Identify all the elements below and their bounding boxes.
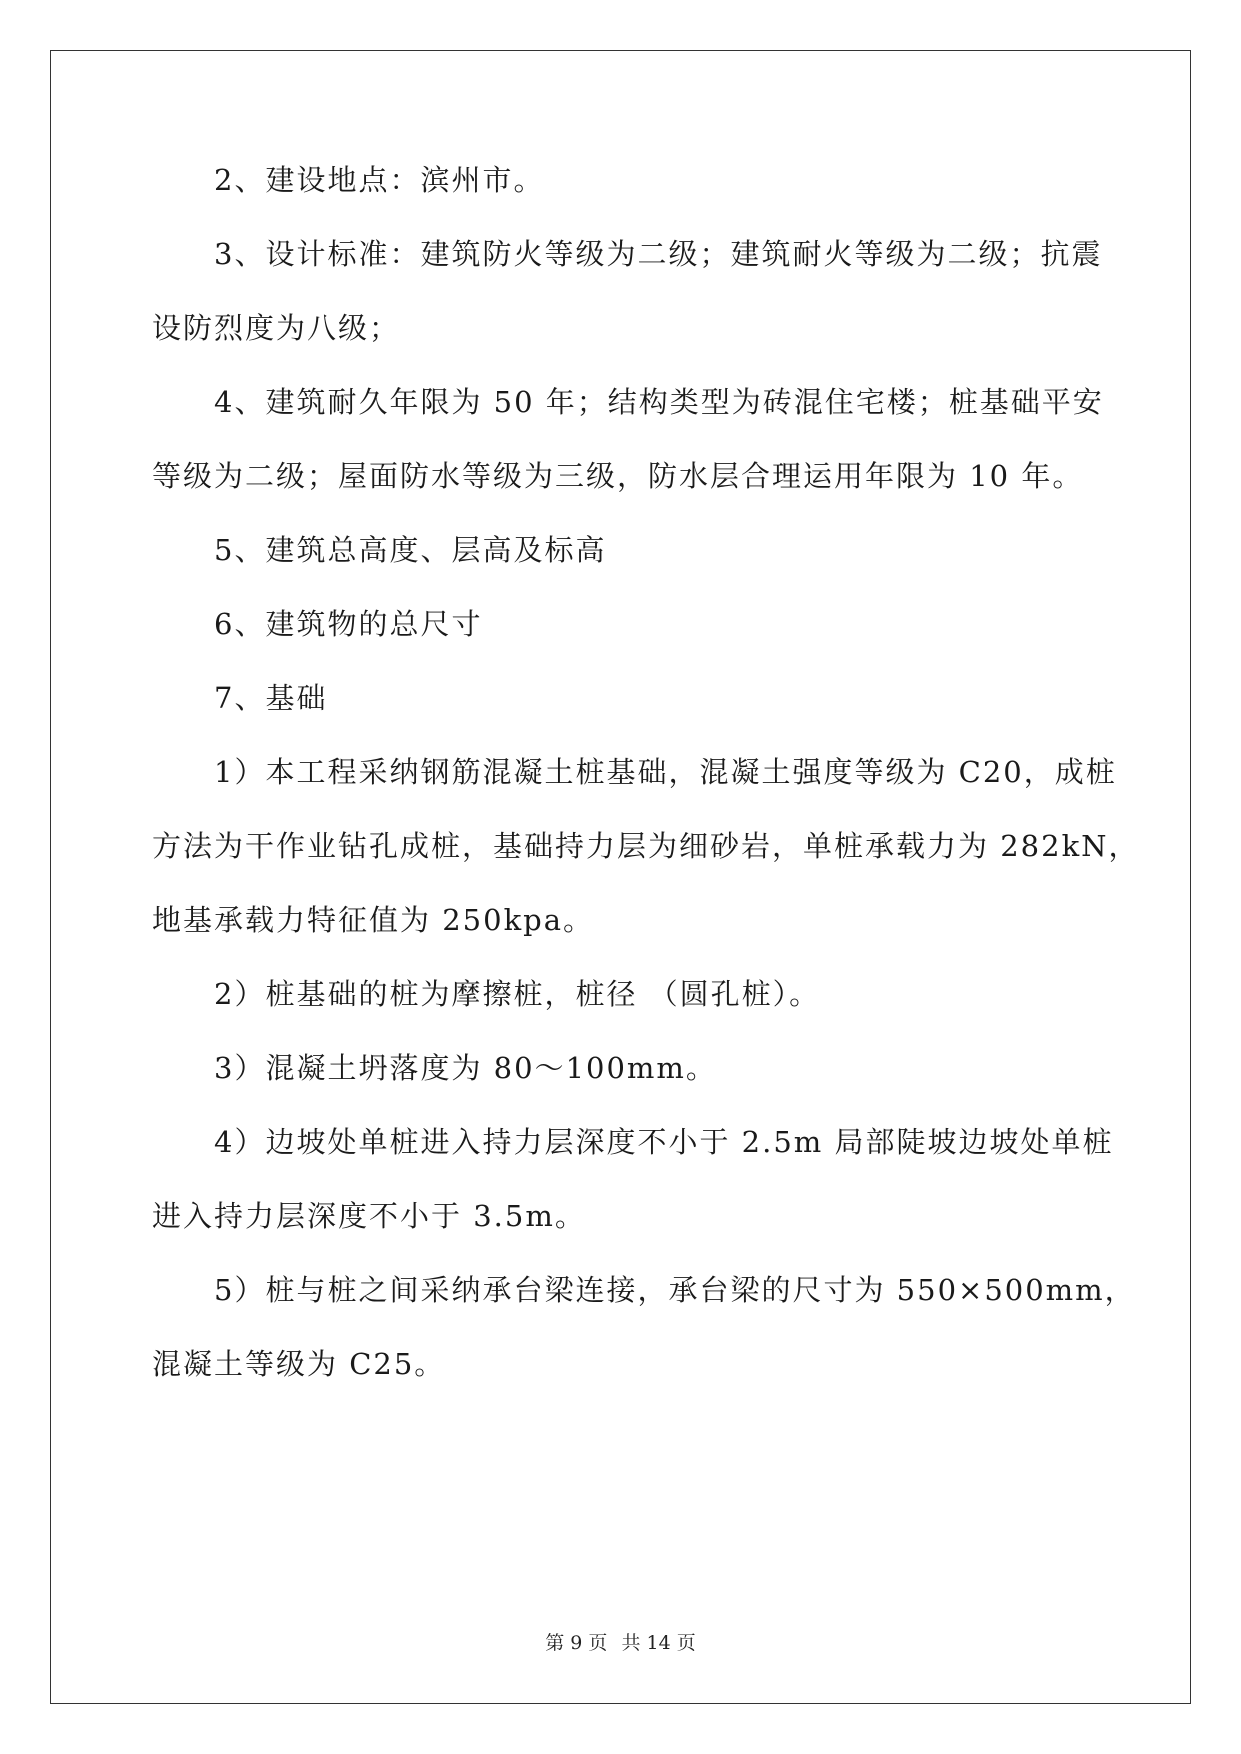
paragraph-3-line-2: 等级为二级；屋面防水等级为三级，防水层合理运用年限为 10 年。 (152, 459, 1084, 493)
paragraph-9-line-1: 3）混凝土坍落度为 80～100mm。 (214, 1051, 717, 1085)
paragraph-6-line-1: 7、基础 (214, 681, 328, 715)
paragraph-5-line-1: 6、建筑物的总尺寸 (214, 607, 483, 641)
paragraph-7-line-1: 1）本工程采纳钢筋混凝土桩基础，混凝土强度等级为 C20，成桩 (214, 755, 1117, 789)
paragraph-7-line-2: 方法为干作业钻孔成桩，基础持力层为细砂岩，单桩承载力为 282kN， (152, 829, 1140, 863)
paragraph-7-line-3: 地基承载力特征值为 250kpa。 (152, 903, 594, 937)
page-border (50, 50, 1191, 1704)
paragraph-10-line-1: 4）边坡处单桩进入持力层深度不小于 2.5m 局部陡坡边坡处单桩 (214, 1125, 1114, 1159)
paragraph-2-line-2: 设防烈度为八级； (152, 311, 401, 345)
paragraph-8-line-1: 2）桩基础的桩为摩擦桩，桩径 （圆孔桩）。 (214, 977, 821, 1011)
paragraph-10-line-2: 进入持力层深度不小于 3.5m。 (152, 1199, 586, 1233)
page-footer (0, 1628, 1241, 1655)
paragraph-11-line-2: 混凝土等级为 C25。 (152, 1347, 446, 1381)
paragraph-2-line-1: 3、设计标准：建筑防火等级为二级；建筑耐火等级为二级；抗震 (214, 237, 1103, 271)
paragraph-3-line-1: 4、建筑耐久年限为 50 年；结构类型为砖混住宅楼；桩基础平安 (214, 385, 1104, 419)
paragraph-11-line-1: 5）桩与桩之间采纳承台梁连接，承台梁的尺寸为 550×500mm， (214, 1273, 1136, 1307)
paragraph-1-line-1: 2、建设地点：滨州市。 (214, 163, 545, 197)
page-number: 第 9 页 (545, 1632, 608, 1654)
page-total: 共 14 页 (621, 1632, 696, 1654)
paragraph-4-line-1: 5、建筑总高度、层高及标高 (214, 533, 607, 567)
